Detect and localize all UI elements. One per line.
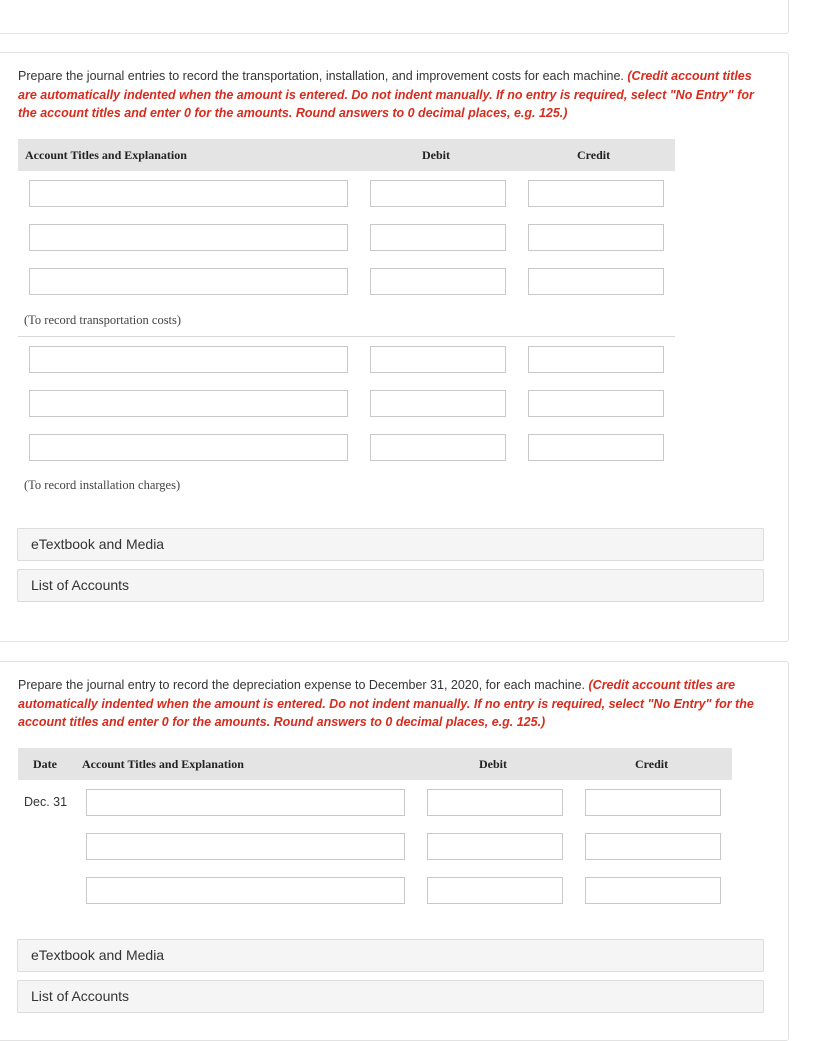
debit-input[interactable] (427, 877, 563, 904)
instruction-1-warning: (Credit account titles are automatically indented when the amount is entered. Do not indent manually. If no entry is required, select "No Entry" for the account titles and enter 0 for the amounts. Round answers to 0 decimal places, e.g. 125.) (18, 69, 754, 120)
account-title-input[interactable] (29, 268, 348, 295)
debit-input[interactable] (427, 789, 563, 816)
debit-input[interactable] (370, 224, 506, 251)
instruction-1-main: Prepare the journal entries to record the transportation, installation, and improvement costs for each machine. (18, 69, 624, 83)
debit-input[interactable] (370, 346, 506, 373)
credit-input[interactable] (585, 789, 721, 816)
credit-input[interactable] (585, 833, 721, 860)
credit-input[interactable] (528, 180, 664, 207)
previous-panel (0, 0, 789, 34)
credit-input[interactable] (528, 390, 664, 417)
instruction-2-warning: (Credit account titles are automatically indented when the amount is entered. Do not indent manually. If no entry is required, select "No Entry" for the account titles and enter 0 for the amounts. Round answers to 0 decimal places, e.g. 125.) (18, 678, 754, 729)
account-title-input[interactable] (29, 346, 348, 373)
account-title-input[interactable] (86, 833, 405, 860)
credit-input[interactable] (528, 268, 664, 295)
debit-input[interactable] (370, 268, 506, 295)
note-installation: (To record installation charges) (24, 478, 181, 492)
etextbook-media-button[interactable]: eTextbook and Media (17, 528, 764, 561)
debit-input[interactable] (427, 833, 563, 860)
account-title-input[interactable] (86, 877, 405, 904)
header-account-titles: Account Titles and Explanation (25, 148, 187, 162)
account-title-input[interactable] (29, 180, 348, 207)
instruction-1 (18, 67, 768, 123)
credit-input[interactable] (528, 224, 664, 251)
debit-input[interactable] (370, 390, 506, 417)
table-2-header (18, 748, 732, 780)
etextbook-media-button[interactable]: eTextbook and Media (17, 939, 764, 972)
entry-date: Dec. 31 (24, 795, 68, 809)
account-title-input[interactable] (29, 434, 348, 461)
debit-input[interactable] (370, 180, 506, 207)
table-1-header (18, 139, 675, 171)
credit-input[interactable] (585, 877, 721, 904)
header-date: Date (33, 757, 57, 771)
debit-input[interactable] (370, 434, 506, 461)
account-title-input[interactable] (29, 390, 348, 417)
header-debit: Debit (422, 148, 450, 162)
list-of-accounts-button[interactable]: List of Accounts (17, 569, 764, 602)
instruction-2 (18, 676, 768, 732)
credit-input[interactable] (528, 434, 664, 461)
row-divider (18, 336, 675, 337)
credit-input[interactable] (528, 346, 664, 373)
list-of-accounts-button[interactable]: List of Accounts (17, 980, 764, 1013)
account-title-input[interactable] (86, 789, 405, 816)
instruction-2-main: Prepare the journal entry to record the depreciation expense to December 31, 2020, for each machine. (18, 678, 586, 692)
header-credit: Credit (577, 148, 611, 162)
header-debit: Debit (479, 757, 507, 771)
note-transportation: (To record transportation costs) (24, 313, 182, 327)
header-account-titles: Account Titles and Explanation (82, 757, 244, 771)
header-credit: Credit (635, 757, 669, 771)
account-title-input[interactable] (29, 224, 348, 251)
